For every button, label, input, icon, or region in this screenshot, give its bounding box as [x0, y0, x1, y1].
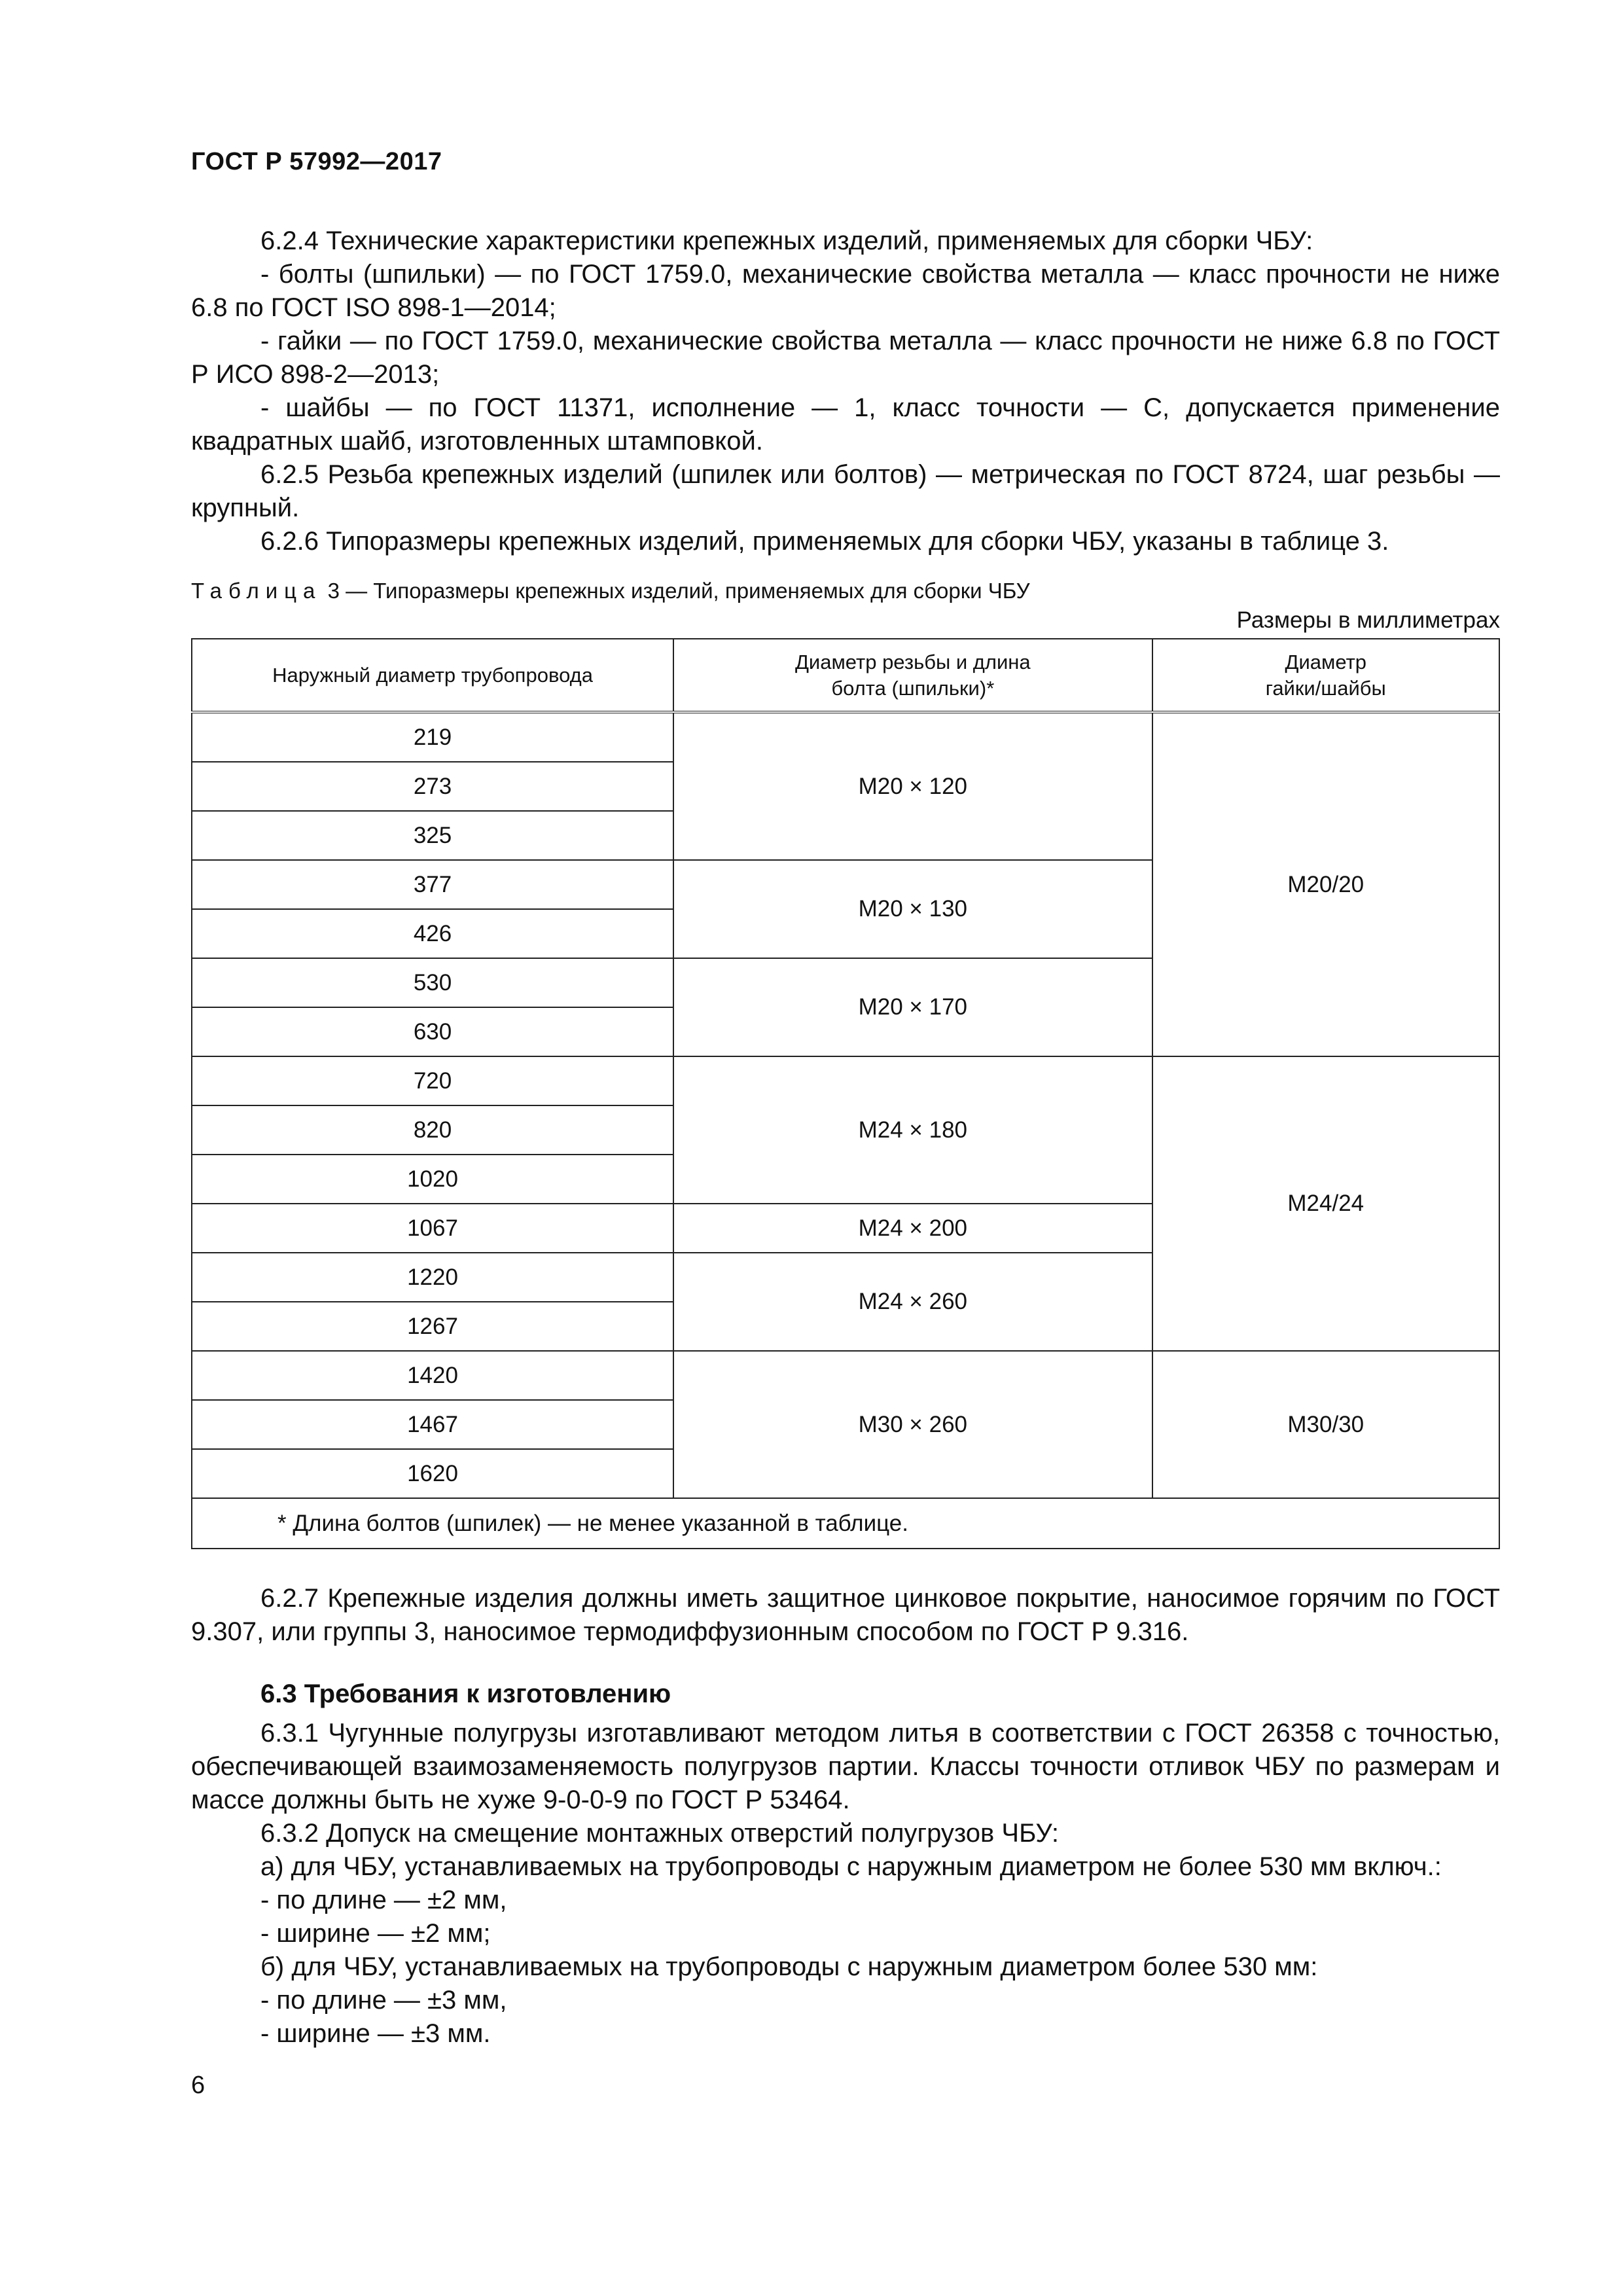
cell-pipe-diameter: 1467 — [192, 1400, 673, 1449]
table-row — [192, 1056, 1499, 1105]
list-item-bolts: - болты (шпильки) — по ГОСТ 1759.0, механические свойства металла — класс прочности не ниже 6.8 по ГОСТ ISO 898-1—2014; — [191, 260, 1500, 322]
fastener-size-table — [191, 638, 1500, 1549]
table-caption-word: Таблица — [191, 579, 322, 603]
text-block-6-2-4 — [191, 224, 1500, 558]
cell-nut-size: M30/30 — [1152, 1351, 1499, 1498]
table-units: Размеры в миллиметрах — [1236, 607, 1500, 633]
text-block-6-3 — [191, 1717, 1500, 2051]
list-item-b-width: - ширине — ±3 мм. — [260, 2019, 491, 2048]
cell-bolt-size: M24 × 260 — [673, 1253, 1152, 1351]
cell-bolt-size: M20 × 130 — [673, 860, 1152, 958]
table-caption-text: 3 — Типоразмеры крепежных изделий, применяемых для сборки ЧБУ — [327, 579, 1030, 603]
cell-pipe-diameter: 720 — [192, 1056, 673, 1105]
list-item-washers: - шайбы — по ГОСТ 11371, исполнение — 1, класс точности — С, допускается применение квадратных шайб, изготовленных штамповкой. — [191, 393, 1500, 456]
text-block-6-2-7 — [191, 1582, 1500, 1649]
cell-pipe-diameter: 377 — [192, 860, 673, 909]
paragraph-6-2-7: 6.2.7 Крепежные изделия должны иметь защитное цинковое покрытие, наносимое горячим по ГОСТ 9.307, или группы 3, наносимое термодиффузионным способом по ГОСТ Р 9.316. — [191, 1584, 1500, 1646]
cell-nut-size: M24/24 — [1152, 1056, 1499, 1351]
cell-bolt-size: M24 × 200 — [673, 1204, 1152, 1253]
cell-pipe-diameter: 1267 — [192, 1302, 673, 1351]
paragraph-6-2-5: 6.2.5 Резьба крепежных изделий (шпилек или болтов) — метрическая по ГОСТ 8724, шаг резьбы — крупный. — [191, 460, 1500, 522]
cell-pipe-diameter: 426 — [192, 909, 673, 958]
cell-pipe-diameter: 273 — [192, 762, 673, 811]
cell-pipe-diameter: 630 — [192, 1007, 673, 1056]
cell-pipe-diameter: 1020 — [192, 1155, 673, 1204]
table-header-row — [192, 639, 1499, 712]
cell-pipe-diameter: 530 — [192, 958, 673, 1007]
paragraph-6-2-6: 6.2.6 Типоразмеры крепежных изделий, применяемых для сборки ЧБУ, указаны в таблице 3. — [260, 527, 1389, 556]
table-row — [192, 1351, 1499, 1400]
header-bolt-size — [673, 639, 1152, 712]
header-nut-size — [1152, 639, 1499, 712]
table-row — [192, 712, 1499, 762]
cell-bolt-size: M30 × 260 — [673, 1351, 1152, 1498]
page-number: 6 — [191, 2072, 205, 2099]
cell-bolt-size: M20 × 120 — [673, 712, 1152, 860]
list-item-b-length: - по длине — ±3 мм, — [260, 1986, 507, 2015]
cell-pipe-diameter: 1620 — [192, 1449, 673, 1498]
cell-nut-size: M20/20 — [1152, 712, 1499, 1056]
paragraph-6-2-4: 6.2.4 Технические характеристики крепежных изделий, применяемых для сборки ЧБУ: — [260, 226, 1313, 255]
list-item-a: а) для ЧБУ, устанавливаемых на трубопроводы с наружным диаметром не более 530 мм включ.: — [260, 1852, 1442, 1881]
list-item-nuts: - гайки — по ГОСТ 1759.0, механические свойства металла — класс прочности не ниже 6.8 по ГОСТ Р ИСО 898-2—2013; — [191, 327, 1500, 389]
section-heading: 6.3 Требования к изготовлению — [260, 1679, 671, 1708]
cell-pipe-diameter: 820 — [192, 1105, 673, 1155]
table-caption — [191, 579, 1030, 603]
cell-pipe-diameter: 219 — [192, 712, 673, 762]
list-item-a-length: - по длине — ±2 мм, — [260, 1886, 507, 1914]
cell-pipe-diameter: 1067 — [192, 1204, 673, 1253]
paragraph-6-3-1: 6.3.1 Чугунные полугрузы изготавливают методом литья в соответствии с ГОСТ 26358 с точностью, обеспечивающей взаимозаменяемость полугрузов партии. Классы точности отливок ЧБУ по размерам и массе должны быть не хуже 9-0-0-9 по ГОСТ Р 53464. — [191, 1719, 1500, 1814]
table-note-row — [192, 1498, 1499, 1549]
list-item-a-width: - ширине — ±2 мм; — [260, 1919, 491, 1948]
paragraph-6-3-2: 6.3.2 Допуск на смещение монтажных отверстий полугрузов ЧБУ: — [260, 1819, 1060, 1848]
cell-pipe-diameter: 325 — [192, 811, 673, 860]
header-pipe-diameter: Наружный диаметр трубопровода — [192, 639, 673, 712]
document-header: ГОСТ Р 57992—2017 — [191, 148, 442, 175]
cell-bolt-size: M24 × 180 — [673, 1056, 1152, 1204]
list-item-b: б) для ЧБУ, устанавливаемых на трубопроводы с наружным диаметром более 530 мм: — [260, 1952, 1318, 1981]
header-nut-size-text: Диаметр гайки/шайбы — [1265, 650, 1386, 700]
cell-bolt-size: M20 × 170 — [673, 958, 1152, 1056]
cell-pipe-diameter: 1420 — [192, 1351, 673, 1400]
cell-pipe-diameter: 1220 — [192, 1253, 673, 1302]
table-note: * Длина болтов (шпилек) — не менее указанной в таблице. — [192, 1498, 1499, 1549]
header-bolt-size-text: Диаметр резьбы и длина болта (шпильки)* — [794, 650, 1031, 700]
